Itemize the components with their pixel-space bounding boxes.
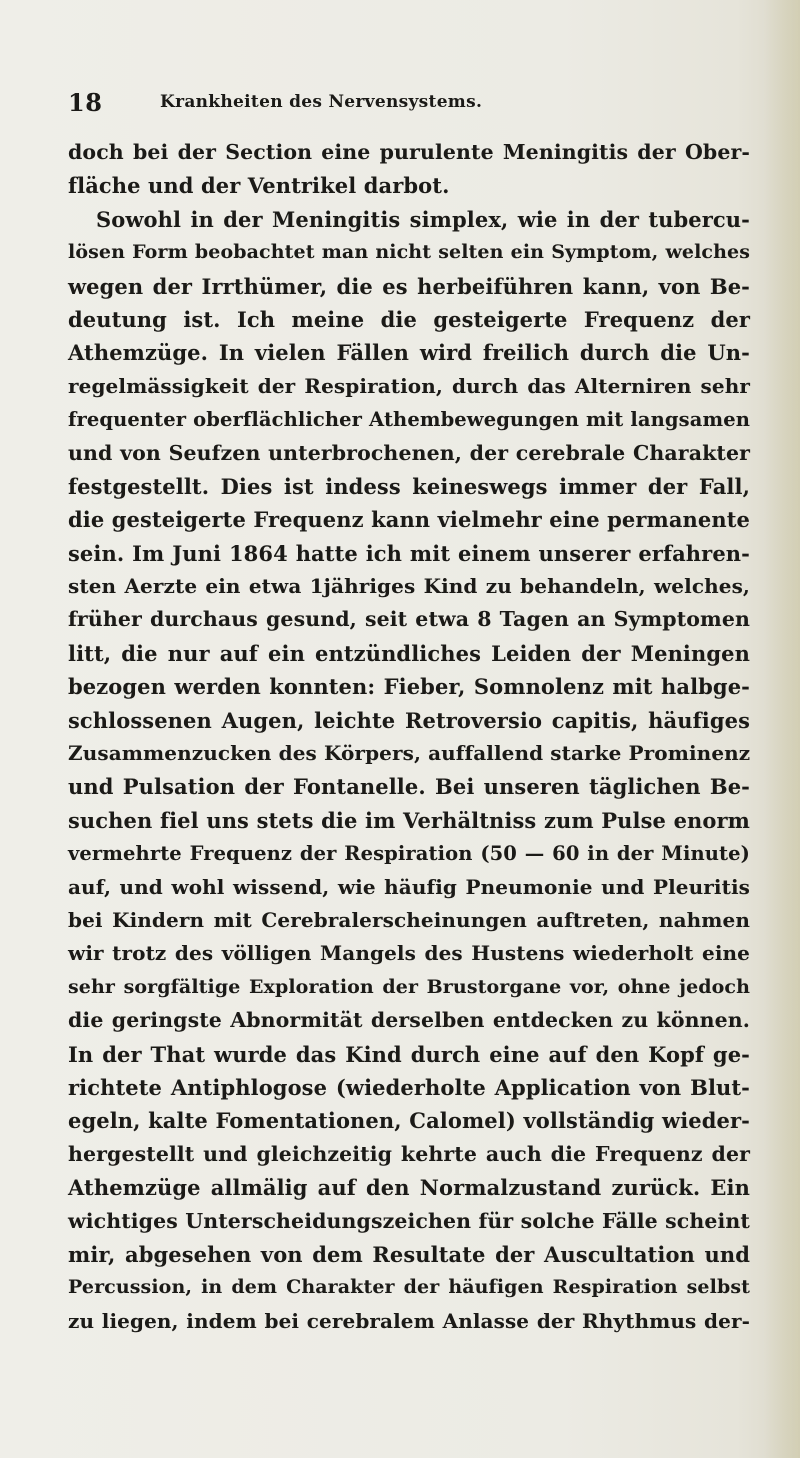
text-line: mir, abgesehen von dem Resultate der Auscultation und: [68, 1241, 750, 1267]
text-line: bezogen werden konnten: Fieber, Somnolenz mit halbge-: [68, 674, 750, 700]
text-line: auf, und wohl wissend, wie häufig Pneumonie und Pleuritis: [68, 874, 750, 899]
text-line: deutung ist. Ich meine die gesteigerte Frequenz der: [68, 306, 750, 332]
text-line: bei Kindern mit Cerebralerscheinungen auftreten, nahmen: [68, 907, 750, 932]
text-line: Athemzüge allmälig auf den Normalzustand zurück. Ein: [68, 1175, 750, 1201]
text-line: wir trotz des völligen Mangels des Hustens wiederholt eine: [68, 941, 750, 966]
page-header: [68, 88, 748, 120]
text-line: fläche und der Ventrikel darbot.: [68, 173, 450, 199]
text-line: und von Seufzen unterbrochenen, der cerebrale Charakter: [68, 440, 750, 465]
body-text: [68, 136, 750, 1338]
text-line: lösen Form beobachtet man nicht selten ein Symptom, welches: [68, 241, 750, 264]
text-line: sehr sorgfältige Exploration der Brustorgane vor, ohne jedoch: [68, 975, 750, 998]
text-line: suchen fiel uns stets die im Verhältniss zum Pulse enorm: [68, 807, 750, 833]
text-line: schlossenen Augen, leichte Retroversio capitis, häufiges: [68, 707, 750, 733]
text-line: Sowohl in der Meningitis simplex, wie in der tubercu-: [96, 206, 750, 232]
text-line: Percussion, in dem Charakter der häufigen Respiration selbst: [68, 1276, 750, 1299]
text-line: regelmässigkeit der Respiration, durch das Alterniren sehr: [68, 373, 750, 398]
text-line: doch bei der Section eine purulente Meningitis der Ober-: [68, 140, 750, 164]
page-number: 18: [68, 88, 103, 117]
text-line: frequenter oberflächlicher Athembewegungen mit langsamen: [68, 408, 750, 432]
text-line: sten Aerzte ein etwa 1jähriges Kind zu behandeln, welches,: [68, 574, 750, 599]
text-line: egeln, kalte Fomentationen, Calomel) vollständig wieder-: [68, 1108, 750, 1134]
page-edge-shadow: [764, 0, 800, 1458]
text-line: festgestellt. Dies ist indess keineswegs immer der Fall,: [68, 473, 750, 499]
text-line: die geringste Abnormität derselben entdecken zu können.: [68, 1008, 750, 1033]
text-line: zu liegen, indem bei cerebralem Anlasse der Rhythmus der-: [68, 1308, 750, 1333]
text-line: und Pulsation der Fontanelle. Bei unseren täglichen Be-: [68, 774, 750, 800]
text-line: hergestellt und gleichzeitig kehrte auch die Frequenz der: [68, 1141, 750, 1166]
running-head: Krankheiten des Nervensystems.: [160, 92, 483, 112]
text-line: litt, die nur auf ein entzündliches Leiden der Meningen: [68, 640, 750, 666]
text-line: Zusammenzucken des Körpers, auffallend starke Prominenz: [68, 741, 751, 766]
text-line: wegen der Irrthümer, die es herbeiführen kann, von Be-: [68, 273, 750, 299]
text-line: die gesteigerte Frequenz kann vielmehr eine permanente: [68, 507, 750, 533]
text-line: richtete Antiphlogose (wiederholte Application von Blut-: [68, 1074, 750, 1100]
text-line: sein. Im Juni 1864 hatte ich mit einem unserer erfahren-: [68, 540, 750, 566]
text-line: Athemzüge. In vielen Fällen wird freilich durch die Un-: [68, 340, 750, 366]
text-line: vermehrte Frequenz der Respiration (50 — 60 in der Minute): [68, 842, 750, 866]
text-line: In der That wurde das Kind durch eine auf den Kopf ge-: [68, 1041, 750, 1067]
text-line: früher durchaus gesund, seit etwa 8 Tagen an Symptomen: [68, 607, 750, 632]
text-line: wichtiges Unterscheidungszeichen für solche Fälle scheint: [68, 1208, 750, 1233]
